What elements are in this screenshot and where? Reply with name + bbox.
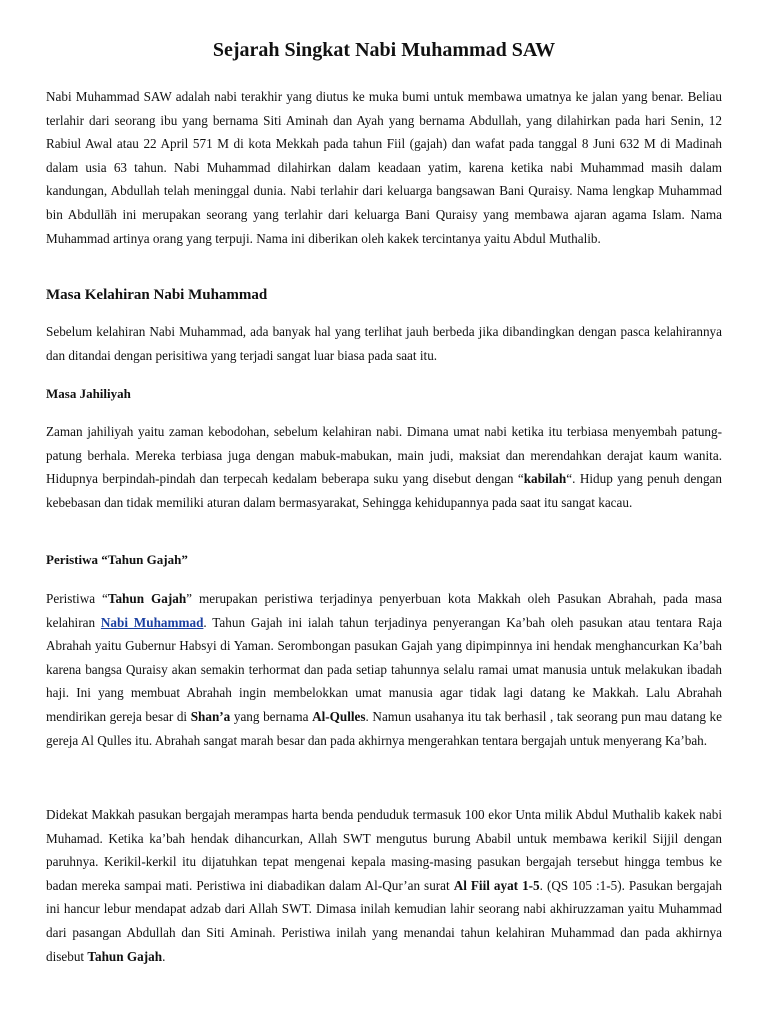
bold-term-al-qulles: Al-Qulles <box>312 708 366 724</box>
link-nabi-muhammad[interactable]: Nabi Muhammad <box>100 614 204 630</box>
text-run: Didekat Makkah pasukan bergajah merampas harta benda penduduk termasuk 100 ekor Unta milik Abdul Muthalib kakek nabi Muhamad. Ketika ka’bah hendak dihancurkan, Allah SWT mengutus burung Ababil untuk membawa kerikil Sijjil dengan paruhnya. Kerikil-kerkil itu dijatuhkan tepat mengenai kepala masing-masing pasukan bergajah tersebut hingga tembus ke badan mereka sampai mati. Peristiwa ini diabadikan dalam Al-Qur’an surat <box>46 807 722 893</box>
paragraph-tahun-gajah <box>46 587 722 752</box>
heading-tahun-gajah: Peristiwa “Tahun Gajah” <box>46 552 188 567</box>
paragraph-jahiliyah <box>46 420 722 514</box>
heading-masa-jahiliyah: Masa Jahiliyah <box>46 386 131 401</box>
text-run: . <box>162 948 166 964</box>
heading-masa-kelahiran: Masa Kelahiran Nabi Muhammad <box>46 287 268 303</box>
text-run: ” merupakan peristiwa terjadinya penyerbuan kota Makkah oleh Pasukan Abrahah, pada masa kelahiran <box>46 591 722 630</box>
text-run: . Tahun Gajah ini ialah tahun terjadinya penyerangan Ka’bah oleh pasukan atau tentara Raja Abrahah yaitu Gubernur Habsyi di Yaman. Serombongan pasukan Gajah yang dipimpinnya ini hendak menghancurkan Ka’bah karena bangsa Quraisy akan semakin terhormat dan pada setiap tahunnya selalu ramai umat manusia untuk melakukan ibadah haji. Ini yang membuat Abrahah ingin membelokkan umat manusia agar tidak lagi datang ke Makkah. Lalu Abrahah mendirikan gereja besar di <box>46 614 722 724</box>
bold-term-shana: Shan’a <box>190 708 231 724</box>
paragraph-intro: Nabi Muhammad SAW adalah nabi terakhir yang diutus ke muka bumi untuk membawa umatnya ke jalan yang benar. Beliau terlahir dari seorang ibu yang bernama Siti Aminah dan Ayah yang bernama Abdullah, yang dilahirkan pada hari Senin, 12 Rabiul Awal atau 22 April 571 M di kota Mekkah pada tahun Fiil (gajah) dan wafat pada tanggal 8 Juni 632 M di Madinah dalam usia 63 tahun. Nabi Muhammad dilahirkan dalam keadaan yatim, karena ketika nabi Muhammad masih dalam kandungan, Abdullah telah meninggal dunia. Nabi terlahir dari keluarga bangsawan Bani Quraisy. Nama lengkap Muhammad bin Abdullāh ini merupakan seorang yang terlahir dari keluarga Bani Quraisy yang membawa ajaran agama Islam. Nama Muhammad artinya orang yang terpuji. Nama ini diberikan oleh kakek tercintanya yaitu Abdul Muthalib. <box>46 89 722 246</box>
text-run: Peristiwa “ <box>46 591 108 606</box>
text-run: . (QS 105 :1-5). Pasukan bergajah ini hancur lebur mendapat adzab dari Allah SWT. Dimasa inilah kemudian lahir seorang nabi akhiruzzaman yaitu Muhammad dari pasangan Abdullah dan Siti Aminah. Peristiwa inilah yang menandai tahun kelahiran Muhammad dan pada akhirnya disebut <box>46 877 722 964</box>
bold-term-al-fiil: Al Fiil ayat 1-5 <box>453 877 540 893</box>
paragraph-pasukan-gajah <box>46 803 722 968</box>
text-run: “. Hidup yang penuh dengan kebebasan dan tidak memiliki aturan dalam bermasyarakat, Sehingga kehidupannya pada saat itu sangat kacau. <box>46 471 722 510</box>
text-run: . Namun usahanya itu tak berhasil , tak seorang pun mau datang ke gereja Al Qulles itu. Abrahah sangat marah besar dan pada akhirnya mengerahkan tentara bergajah untuk menyerang Ka’bah. <box>46 708 723 748</box>
text-run: yang bernama <box>230 708 313 724</box>
text-run: Zaman jahiliyah yaitu zaman kebodohan, sebelum kelahiran nabi. Dimana umat nabi ketika itu terbiasa menyembah patung-patung berhala. Mereka terbiasa juga dengan mabuk-mabukan, main judi, maksiat dan merendahkan derajat kaum wanita. Hidupnya berpindah-pindah dan terpecah kedalam beberapa suku yang disebut dengan “ <box>46 424 722 487</box>
bold-term-tahun-gajah: Tahun Gajah <box>107 591 187 606</box>
bold-term-kabilah: kabilah <box>523 471 567 487</box>
page-title: Sejarah Singkat Nabi Muhammad SAW <box>212 39 556 61</box>
paragraph-sebelum-kelahiran: Sebelum kelahiran Nabi Muhammad, ada banyak hal yang terlihat jauh berbeda jika dibandingkan dengan pasca kelahirannya dan ditandai dengan perisitiwa yang terjadi sangat luar biasa pada saat itu. <box>46 324 722 363</box>
bold-term-tahun-gajah-end: Tahun Gajah <box>87 948 163 964</box>
